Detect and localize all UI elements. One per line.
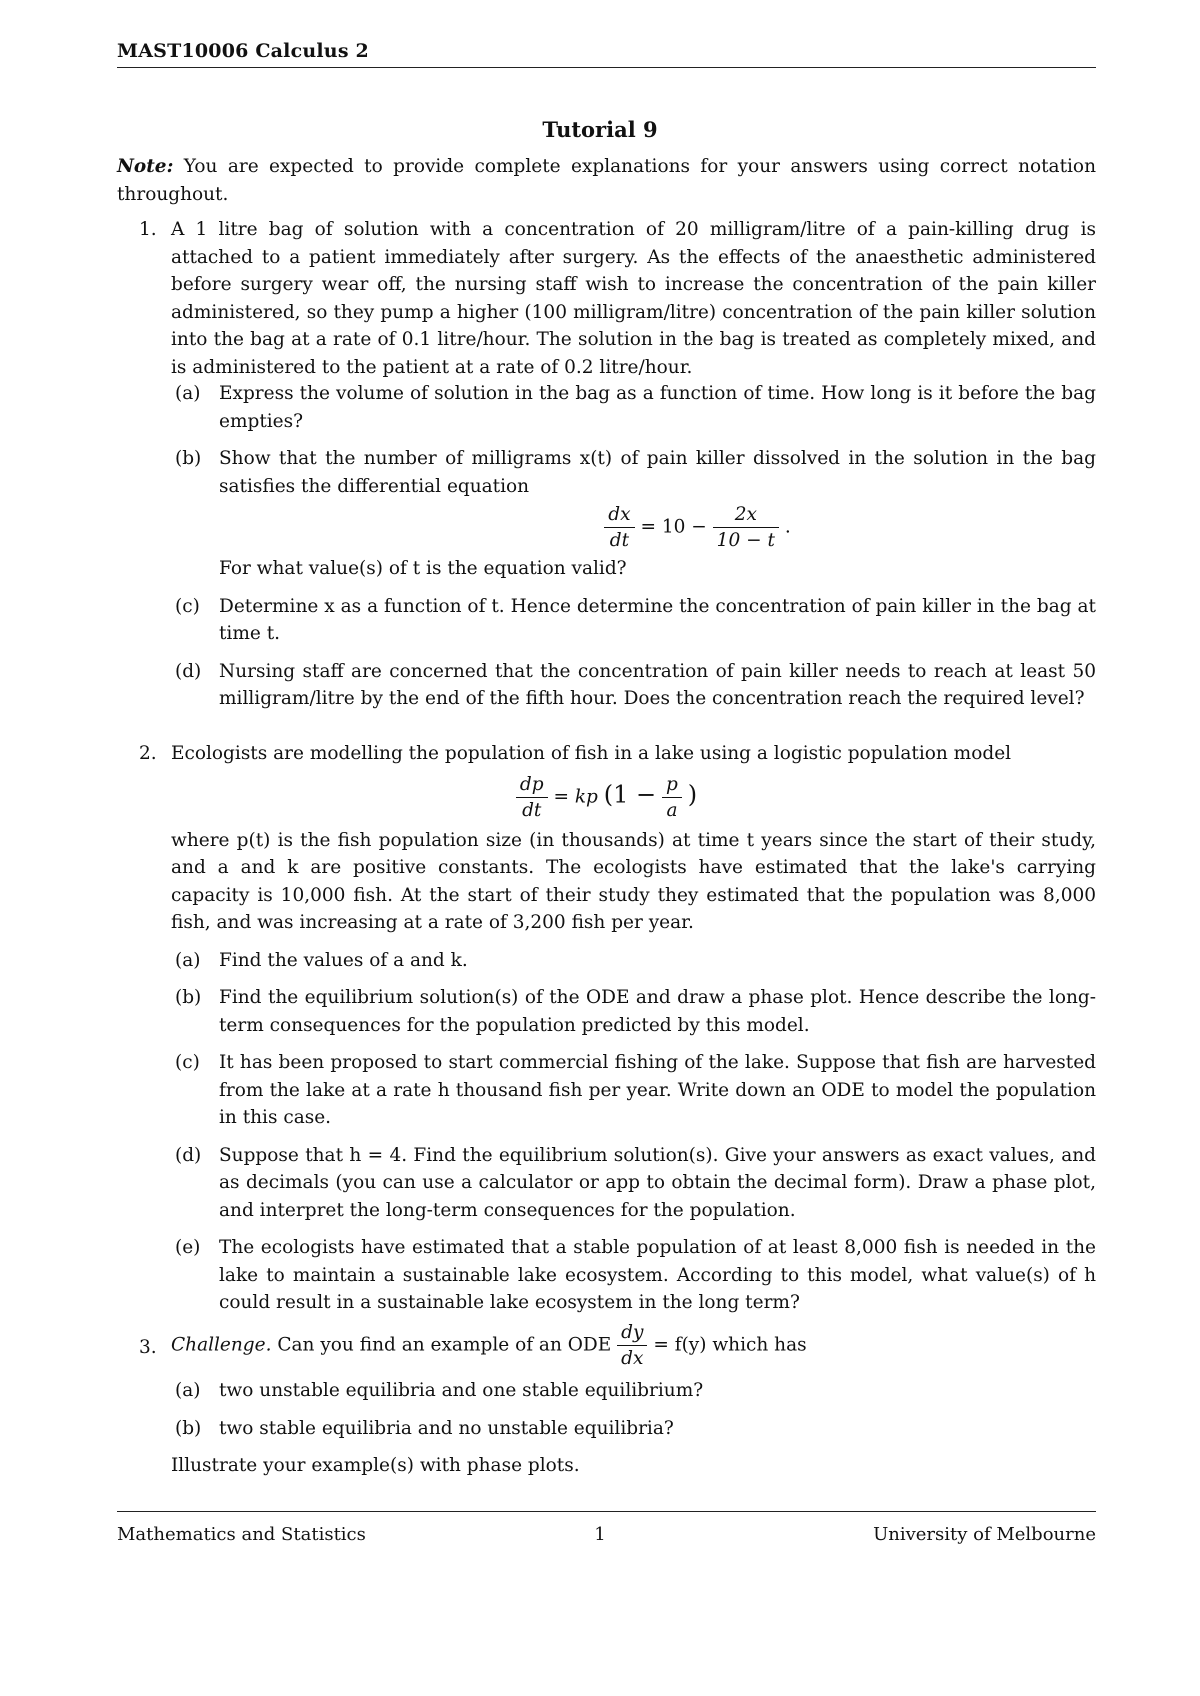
question-1-parts [117,380,1096,713]
question-text-tail: = f(y) which has [653,1334,807,1356]
part-2d [117,1142,1096,1225]
part-text: The ecologists have estimated that a stable population of at least 8,000 fish is needed in the lake to maintain a sustainable lake ecosystem. According to this model, what value(s) of h could result in a sustainable lake ecosystem in the long term? [219,1237,1096,1313]
question-number: 1. [139,219,157,240]
part-text: Express the volume of solution in the bag as a function of time. How long is it before the bag empties? [219,383,1096,432]
question-2 [117,740,1096,1317]
part-label: (a) [175,1380,201,1401]
frac-numerator: dp [516,772,548,798]
footer-left: Mathematics and Statistics [117,1524,366,1545]
footer-right: University of Melbourne [873,1524,1096,1545]
part-text: Nursing staff are concerned that the concentration of pain killer needs to reach at least 50 milligram/litre by the end of the fifth hour. Does the concentration reach the required level? [219,660,1096,709]
frac-numerator: p [662,772,682,798]
part-2c [117,1049,1096,1132]
part-1a [117,380,1096,435]
part-2a [117,947,1096,975]
question-number: 3. [139,1337,157,1358]
part-label: (c) [175,595,200,617]
part-text: two stable equilibria and no unstable equilibria? [219,1417,674,1439]
part-label: (c) [175,1052,200,1073]
part-followup: For what value(s) of t is the equation valid? [219,558,627,579]
frac-denominator: dt [609,530,630,551]
footer-rule [117,1511,1096,1512]
part-text: Find the values of a and k. [219,949,468,971]
part-text: Show that the number of milligrams x(t) of pain killer dissolved in the solution in the bag satisfies the differential equation [219,448,1096,497]
ode-fraction [617,1320,647,1371]
part-text: It has been proposed to start commercial fishing of the lake. Suppose that fish are harvested from the lake at a rate h thousand fish per year. Write down an ODE to model the population in this case. [219,1052,1096,1128]
question-3 [117,1320,1096,1480]
eq-open: (1 − [603,780,657,808]
note-label: Note: [117,156,174,177]
part-1b [117,445,1096,583]
frac-numerator: dy [617,1320,647,1346]
frac-numerator: dx [604,502,634,528]
part-3b [117,1415,1096,1443]
part-label: (a) [175,949,201,971]
frac-denominator: dt [522,799,542,821]
part-2b [117,984,1096,1039]
note-paragraph [117,153,1096,208]
eq-close: ) [687,780,698,808]
part-label: (b) [175,987,202,1008]
question-text: Can you find an example of an ODE [277,1334,612,1356]
eq-middle: = kp [553,786,598,807]
logistic-equation [117,772,1096,823]
frac-denominator: dx [621,1348,644,1369]
differential-equation [219,502,1096,553]
question-number: 2. [139,743,157,764]
question-text: Ecologists are modelling the population of fish in a lake using a logistic population model [171,743,1012,764]
challenge-label: Challenge. [171,1334,272,1356]
header-rule [117,67,1096,68]
frac-denominator: a [666,799,678,821]
question-1 [117,216,1096,381]
page-title: Tutorial 9 [542,117,658,142]
part-text: Find the equilibrium solution(s) of the ODE and draw a phase plot. Hence describe the long-term consequences for the population predicted by this model. [219,987,1096,1036]
course-header: MAST10006 Calculus 2 [117,40,369,62]
part-label: (d) [175,1144,202,1166]
note-text: You are expected to provide complete explanations for your answers using correct notation throughout. [117,156,1096,205]
part-1d [117,658,1096,713]
eq-middle: = 10 − [640,516,707,538]
question-2-context: where p(t) is the fish population size (in thousands) at time t years since the start of their study, and a and k are positive constants. The ecologists have estimated that the lake's carrying capacity is 10,000 fish. At the start of their study they estimated that the population was 8,000 fish, and was increasing at a rate of 3,200 fish per year. [171,829,1096,933]
question-text: A 1 litre bag of solution with a concentration of 20 milligram/litre of a pain-killing drug is attached to a patient immediately after surgery. As the effects of the anaesthetic administered before surgery wear off, the nursing staff wish to increase the concentration of the pain killer administered, so they pump a higher (100 milligram/litre) concentration of the pain killer solution into the bag at a rate of 0.1 litre/hour. The solution in the bag is treated as completely mixed, and is administered to the patient at a rate of 0.2 litre/hour. [171,219,1096,378]
part-label: (d) [175,660,202,682]
part-label: (b) [175,1417,202,1439]
part-label: (e) [175,1237,201,1258]
part-3a [117,1377,1096,1405]
part-text: Suppose that h = 4. Find the equilibrium solution(s). Give your answers as exact values, and as decimals (you can use a calculator or app to obtain the decimal form). Draw a phase plot, and interpret the long-term consequences for the population. [219,1144,1096,1221]
page-number: 1 [594,1524,606,1545]
question-1-stem [117,216,1096,381]
part-text: two unstable equilibria and one stable equilibrium? [219,1380,704,1401]
eq-end: . [784,516,791,538]
part-label: (b) [175,448,202,469]
question-3-stem [117,1320,1096,1371]
frac-denominator: 10 − t [716,530,775,551]
part-text: Determine x as a function of t. Hence determine the concentration of pain killer in the bag at time t. [219,595,1096,644]
question-2-stem [117,740,1096,768]
part-label: (a) [175,383,201,404]
part-2e [117,1234,1096,1317]
question-3-closing: Illustrate your example(s) with phase plots. [171,1455,580,1476]
frac-numerator: 2x [713,502,779,528]
part-1c [117,593,1096,648]
